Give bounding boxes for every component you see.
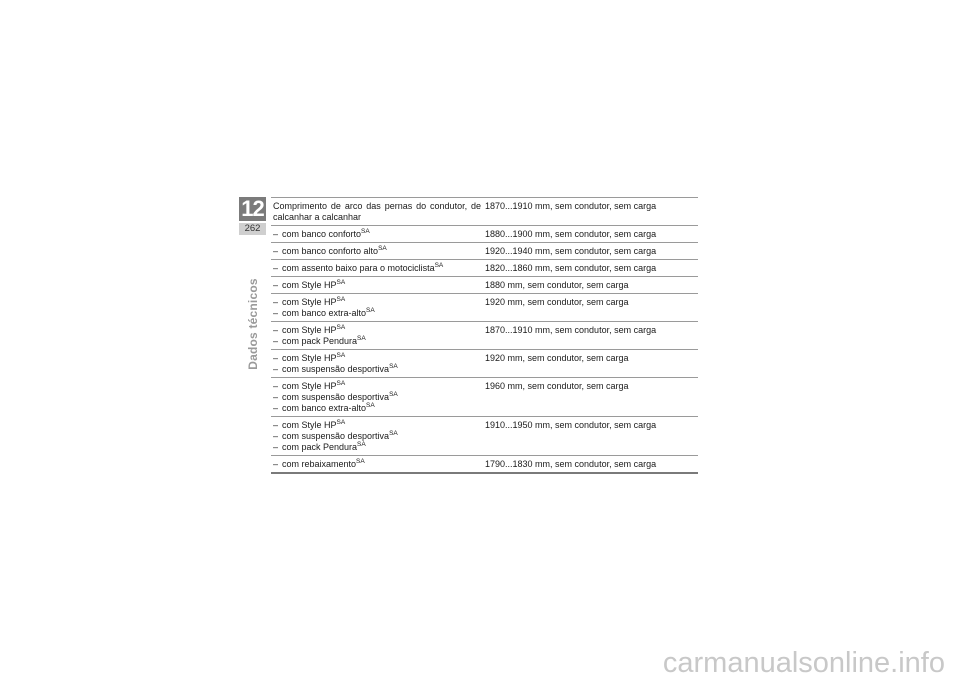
list-dash: – (273, 263, 279, 273)
watermark: carmanualsonline.info (662, 647, 945, 679)
equipment-option (273, 336, 481, 347)
spec-label-cell (271, 260, 483, 277)
spec-label-cell (271, 243, 483, 260)
equipment-option-label: com Style HP (282, 280, 337, 290)
equipment-option-label: com banco conforto alto (282, 246, 379, 256)
table-row (271, 243, 698, 260)
spec-value-cell: 1960 mm, sem condutor, sem carga (485, 381, 629, 391)
list-dash: – (273, 403, 279, 413)
spec-value-cell: 1920 mm, sem condutor, sem carga (485, 297, 629, 307)
equipment-option (273, 308, 481, 319)
equipment-option (273, 325, 481, 336)
equipment-option-label: com banco extra-alto (282, 308, 367, 318)
equipment-option-label: com Style HP (282, 353, 337, 363)
spec-label-cell (271, 277, 483, 294)
equipment-option (273, 280, 481, 291)
equipment-option (273, 431, 481, 442)
spec-label-cell (271, 226, 483, 243)
spec-label-cell (271, 350, 483, 378)
special-equipment-mark: SA (336, 279, 346, 286)
equipment-option-label: com Style HP (282, 381, 337, 391)
list-dash: – (273, 364, 279, 374)
table-row (271, 260, 698, 277)
list-dash: – (273, 442, 279, 452)
special-equipment-mark: SA (389, 391, 398, 398)
page-number: 262 (239, 223, 266, 235)
special-equipment-mark: SA (336, 380, 346, 387)
chapter-number: 12 (239, 197, 266, 221)
list-dash: – (273, 353, 279, 363)
equipment-option (273, 459, 481, 470)
spec-label-cell (271, 294, 483, 322)
spec-label-cell (271, 417, 483, 456)
table-row (271, 294, 698, 322)
equipment-option-label: com suspensão desportiva (282, 364, 390, 374)
equipment-option-label: com suspensão desportiva (282, 431, 390, 441)
specs-table-body (271, 198, 698, 474)
spec-label-cell (271, 322, 483, 350)
equipment-option-label: com pack Pendura (282, 336, 358, 346)
spec-value-cell: 1790...1830 mm, sem condutor, sem carga (485, 459, 657, 469)
list-dash: – (273, 280, 279, 290)
special-equipment-mark: SA (336, 419, 346, 426)
equipment-option (273, 420, 481, 431)
special-equipment-mark: SA (378, 245, 387, 252)
special-equipment-mark: SA (357, 335, 366, 342)
equipment-option-label: com Style HP (282, 297, 337, 307)
special-equipment-mark: SA (336, 324, 346, 331)
equipment-option (273, 364, 481, 375)
spec-value-cell: 1870...1910 mm, sem condutor, sem carga (485, 201, 657, 211)
spec-label-cell: Comprimento de arco das pernas do condutor, de calcanhar a calcanhar (273, 201, 481, 222)
table-row (271, 322, 698, 350)
equipment-option-label: com assento baixo para o motociclista (282, 263, 435, 273)
equipment-option (273, 297, 481, 308)
list-dash: – (273, 392, 279, 402)
table-row (271, 226, 698, 243)
list-dash: – (273, 229, 279, 239)
list-dash: – (273, 308, 279, 318)
list-dash: – (273, 381, 279, 391)
spec-label-cell (271, 378, 483, 417)
special-equipment-mark: SA (361, 228, 370, 235)
equipment-option (273, 353, 481, 364)
equipment-option (273, 229, 481, 240)
equipment-option-label: com banco conforto (282, 229, 362, 239)
spec-value-cell: 1920...1940 mm, sem condutor, sem carga (485, 246, 657, 256)
spec-value-cell: 1820...1860 mm, sem condutor, sem carga (485, 263, 657, 273)
spec-label-cell (271, 456, 483, 474)
special-equipment-mark: SA (336, 296, 346, 303)
equipment-option (273, 442, 481, 453)
equipment-option (273, 403, 481, 414)
special-equipment-mark: SA (366, 402, 375, 409)
list-dash: – (273, 246, 279, 256)
equipment-option-label: com suspensão desportiva (282, 392, 390, 402)
spec-value-cell: 1880...1900 mm, sem condutor, sem carga (485, 229, 657, 239)
list-dash: – (273, 325, 279, 335)
table-row (271, 378, 698, 417)
equipment-option (273, 246, 481, 257)
list-dash: – (273, 459, 279, 469)
specs-table (271, 197, 698, 474)
equipment-option-label: com pack Pendura (282, 442, 358, 452)
equipment-option (273, 381, 481, 392)
special-equipment-mark: SA (389, 430, 398, 437)
table-row (271, 417, 698, 456)
equipment-option (273, 392, 481, 403)
spec-value-cell: 1910...1950 mm, sem condutor, sem carga (485, 420, 657, 430)
list-dash: – (273, 336, 279, 346)
table-row (271, 198, 698, 226)
spec-value-cell: 1920 mm, sem condutor, sem carga (485, 353, 629, 363)
list-dash: – (273, 297, 279, 307)
table-row (271, 350, 698, 378)
list-dash: – (273, 420, 279, 430)
equipment-option-label: com Style HP (282, 325, 337, 335)
spec-value-cell: 1870...1910 mm, sem condutor, sem carga (485, 325, 657, 335)
special-equipment-mark: SA (356, 458, 365, 465)
special-equipment-mark: SA (336, 352, 346, 359)
table-row (271, 456, 698, 474)
equipment-option-label: com rebaixamento (282, 459, 357, 469)
equipment-option-label: com Style HP (282, 420, 337, 430)
equipment-option-label: com banco extra-alto (282, 403, 367, 413)
special-equipment-mark: SA (366, 307, 375, 314)
spec-value-cell: 1880 mm, sem condutor, sem carga (485, 280, 629, 290)
table-row (271, 277, 698, 294)
special-equipment-mark: SA (357, 441, 366, 448)
list-dash: – (273, 431, 279, 441)
special-equipment-mark: SA (389, 363, 398, 370)
equipment-option (273, 263, 481, 274)
section-title: Dados técnicos (246, 278, 260, 370)
special-equipment-mark: SA (434, 262, 444, 269)
chapter-tab (239, 197, 266, 240)
